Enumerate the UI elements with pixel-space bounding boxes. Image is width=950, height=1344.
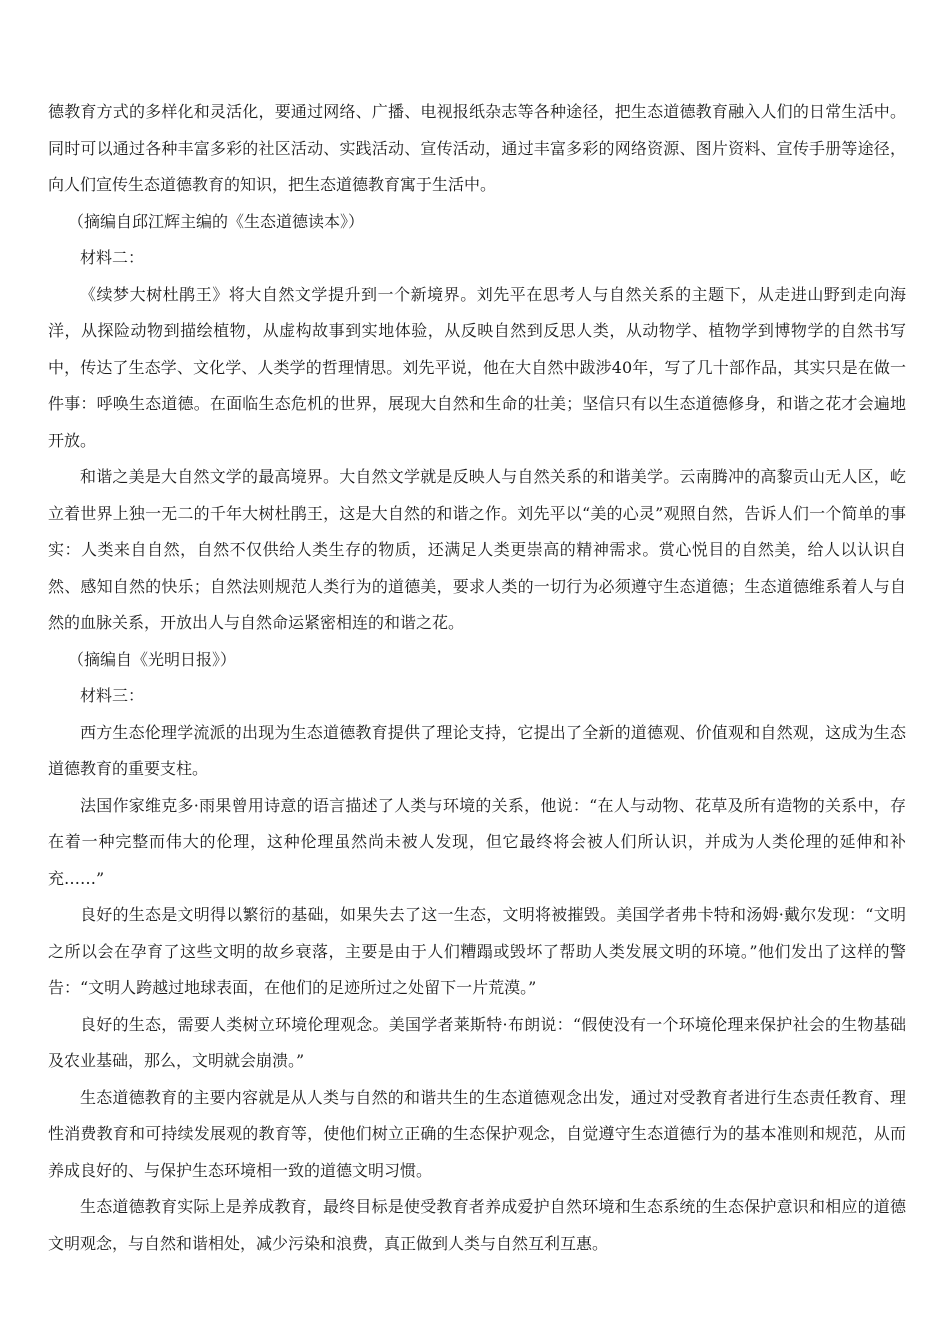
material-3-paragraph-4: 良好的生态，需要人类树立环境伦理观念。美国学者莱斯特·布朗说：“假使没有一个环境伦理来保护社会的生物基础及农业基础，那么，文明就会崩溃。” <box>48 1014 906 1070</box>
source-citation-1: （摘编自邱江辉主编的《生态道德读本》） <box>68 211 365 231</box>
material-2-heading: 材料二： <box>80 248 145 267</box>
material-3-paragraph-1: 西方生态伦理学流派的出现为生态道德教育提供了理论支持，它提出了全新的道德观、价值观和自然观，这成为生态道德教育的重要支柱。 <box>48 722 906 778</box>
intro-paragraph: 德教育方式的多样化和灵活化，要通过网络、广播、电视报纸杂志等各种途径，把生态道德教育融入人们的日常生活中。同时可以通过各种丰富多彩的社区活动、实践活动、宣传活动，通过丰富多彩的网络资源、图片资料、宣传手册等途径，向人们宣传生态道德教育的知识，把生态道德教育寓于生活中。 <box>48 102 906 194</box>
document-body <box>48 94 906 1262</box>
material-3-paragraph-3: 良好的生态是文明得以繁衍的基础，如果失去了这一生态，文明将被摧毁。美国学者弗卡特和汤姆·戴尔发现：“文明之所以会在孕育了这些文明的故乡衰落，主要是由于人们糟蹋或毁坏了帮助人类发展文明的环境。”他们发出了这样的警告：“文明人跨越过地球表面，在他们的足迹所过之处留下一片荒漠。” <box>48 905 906 997</box>
material-3-paragraph-5: 生态道德教育的主要内容就是从人类与自然的和谐共生的生态道德观念出发，通过对受教育者进行生态责任教育、理性消费教育和可持续发展观的教育等，使他们树立正确的生态保护观念，自觉遵守生态道德行为的基本准则和规范，从而养成良好的、与保护生态环境相一致的道德文明习惯。 <box>48 1087 906 1180</box>
material-2-paragraph-1: 《续梦大树杜鹃王》将大自然文学提升到一个新境界。刘先平在思考人与自然关系的主题下，从走进山野到走向海洋，从探险动物到描绘植物，从虚构故事到实地体验，从反映自然到反思人类，从动物学、植物学到博物学的自然书写中，传达了生态学、文化学、人类学的哲理情思。刘先平说，他在大自然中跋涉40年，写了几十部作品，其实只是在做一件事：呼唤生态道德。在面临生态危机的世界，展现大自然和生命的壮美；坚信只有以生态道德修身，和谐之花才会遍地开放。 <box>48 284 906 450</box>
material-3-paragraph-2: 法国作家维克多·雨果曾用诗意的语言描述了人类与环境的关系，他说：“在人与动物、花草及所有造物的关系中，存在着一种完整而伟大的伦理，这种伦理虽然尚未被人发现，但它最终将会被人们所认识，并成为人类伦理的延伸和补充……” <box>48 795 906 888</box>
material-3-paragraph-6: 生态道德教育实际上是养成教育，最终目标是使受教育者养成爱护自然环境和生态系统的生态保护意识和相应的道德文明观念，与自然和谐相处，减少污染和浪费，真正做到人类与自然互利互惠。 <box>48 1197 906 1253</box>
material-3-heading: 材料三： <box>80 686 145 705</box>
material-2-paragraph-2: 和谐之美是大自然文学的最高境界。大自然文学就是反映人与自然关系的和谐美学。云南腾冲的高黎贡山无人区，屹立着世界上独一无二的千年大树杜鹃王，这是大自然的和谐之作。刘先平以“美的心灵”观照自然，告诉人们一个简单的事实：人类来自自然，自然不仅供给人类生存的物质，还满足人类更崇高的精神需求。赏心悦目的自然美，给人以认识自然、感知自然的快乐；自然法则规范人类行为的道德美，要求人类的一切行为必须遵守生态道德；生态道德维系着人与自然的血脉关系，开放出人与自然命运紧密相连的和谐之花。 <box>48 467 906 632</box>
source-citation-2: （摘编自《光明日报》） <box>68 649 237 669</box>
